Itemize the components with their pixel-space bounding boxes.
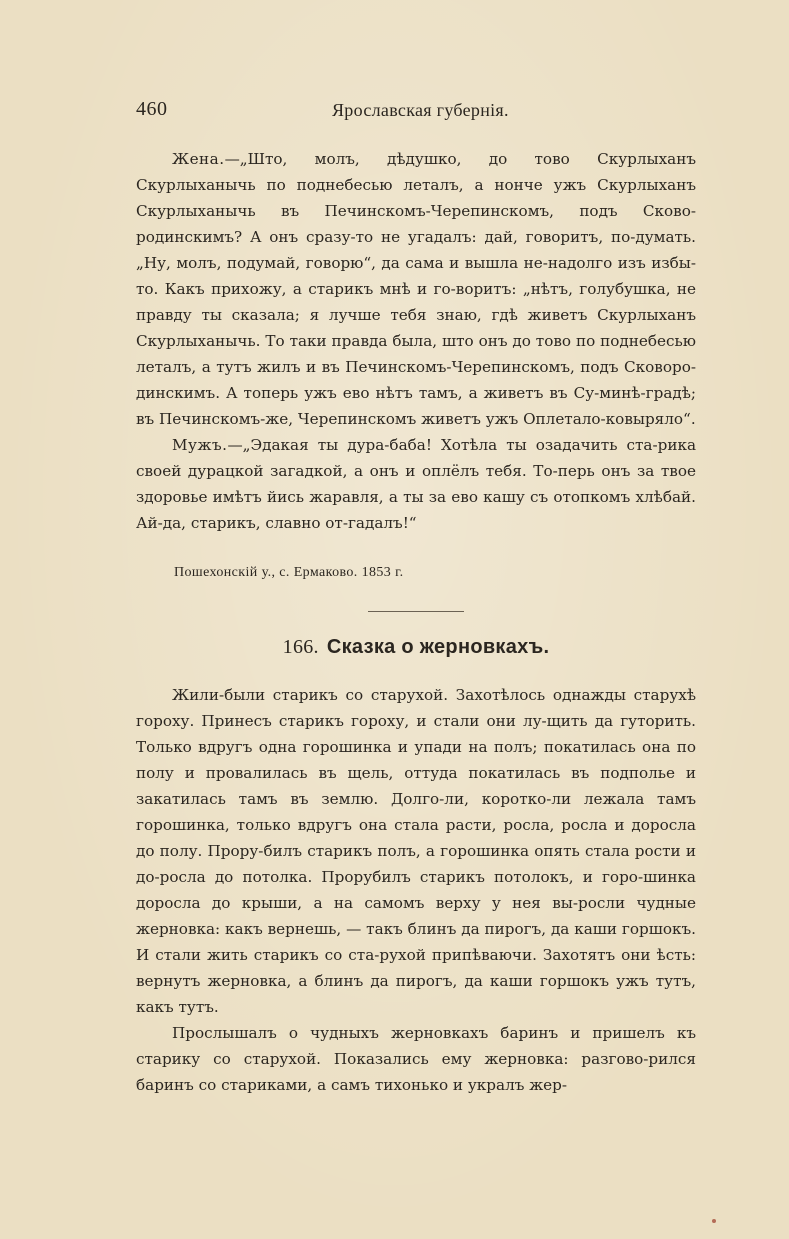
section-heading [136, 636, 696, 659]
dialogue-text-block [136, 146, 696, 536]
paragraph-text: —„Эдакая ты дура-баба! Хотѣла ты озадачить ста-рика своей дурацкой загадкой, а онъ и оплёлъ тебя. То-перь онъ за твое здоровье имѣтъ йись жаравля, а ты за ево кашу съ отопкомъ хлѣбай. Ай-да, старикъ, славно от-гадалъ!“ [136, 436, 696, 532]
speaker-label: Жена. [172, 150, 225, 168]
paragraph-text: —„Што, молъ, дѣдушко, до тово Скурлыханъ Скурлыханычь по поднебесью леталъ, а нонче ужъ Скурлыханъ Скурлыханычь въ Печинскомъ-Черепинскомъ, подъ Сково-родинскимъ? А онъ сразу-то не угадалъ: дай, говоритъ, по-думать. „Ну, молъ, подумай, говорю“, да сама и вышла не-надолго изъ избы-то. Какъ прихожу, а старикъ мнѣ и го-воритъ: „нѣтъ, голубушка, не правду ты сказала; я лучше тебя знаю, гдѣ живетъ Скурлыханъ Скурлыханычь. То таки правда была, што онъ до тово по поднебесью леталъ, а тутъ жилъ и въ Печинскомъ-Черепинскомъ, подъ Сковоро-динскимъ. А топерь ужъ ево нѣтъ тамъ, а живетъ въ Су-минѣ-градѣ; въ Печинскомъ-же, Черепинскомъ живетъ ужъ Оплетало-ковыряло“. [136, 150, 696, 428]
paragraph-husband [136, 432, 696, 536]
running-title: Ярославская губернія. [332, 100, 509, 120]
paragraph-wife [136, 146, 696, 432]
tale-paragraph: Прослышалъ о чудныхъ жерновкахъ баринъ и пришелъ къ старику со старухой. Показались ему жерновка: разгово-рился баринъ со стариками, а самъ тихонько и укралъ жер- [136, 1024, 696, 1094]
page-number: 460 [136, 98, 168, 120]
section-title: Сказка о жерновкахъ. [326, 636, 550, 658]
tale-text-block [136, 682, 696, 1098]
running-head [136, 98, 656, 126]
section-divider [368, 611, 464, 612]
tale-paragraph: Жили-были старикъ со старухой. Захотѣлось однажды старухѣ гороху. Принесъ старикъ гороху, и стали они лу-щить да гуторить. Только вдругъ одна горошинка и упади на полъ; покатилась она по полу и провалилась въ щель, оттуда покатилась въ подполье и закатилась тамъ въ землю. Долго-ли, коротко-ли лежала тамъ горошинка, только вдругъ она стала расти, росла, росла и доросла до полу. Прору-билъ старикъ полъ, а горошинка опять стала рости и до-росла до потолка. Прорубилъ старикъ потолокъ, и горо-шинка доросла до крыши, а на самомъ верху у нея вы-росли чудные жерновка: какъ вернешь, — такъ блинъ да пирогъ, да каши горшокъ. И стали жить старикъ со ста-рухой припѣваючи. Захотятъ они ѣсть: вернутъ жерновка, а блинъ да пирогъ, да каши горшокъ ужъ тутъ, какъ тутъ. [136, 686, 696, 1016]
section-number: 166. [282, 636, 319, 658]
speaker-label: Мужъ. [172, 436, 228, 454]
paper-speck [712, 1219, 716, 1223]
source-note: Пошехонскій у., с. Ермаково. 1853 г. [174, 565, 404, 580]
